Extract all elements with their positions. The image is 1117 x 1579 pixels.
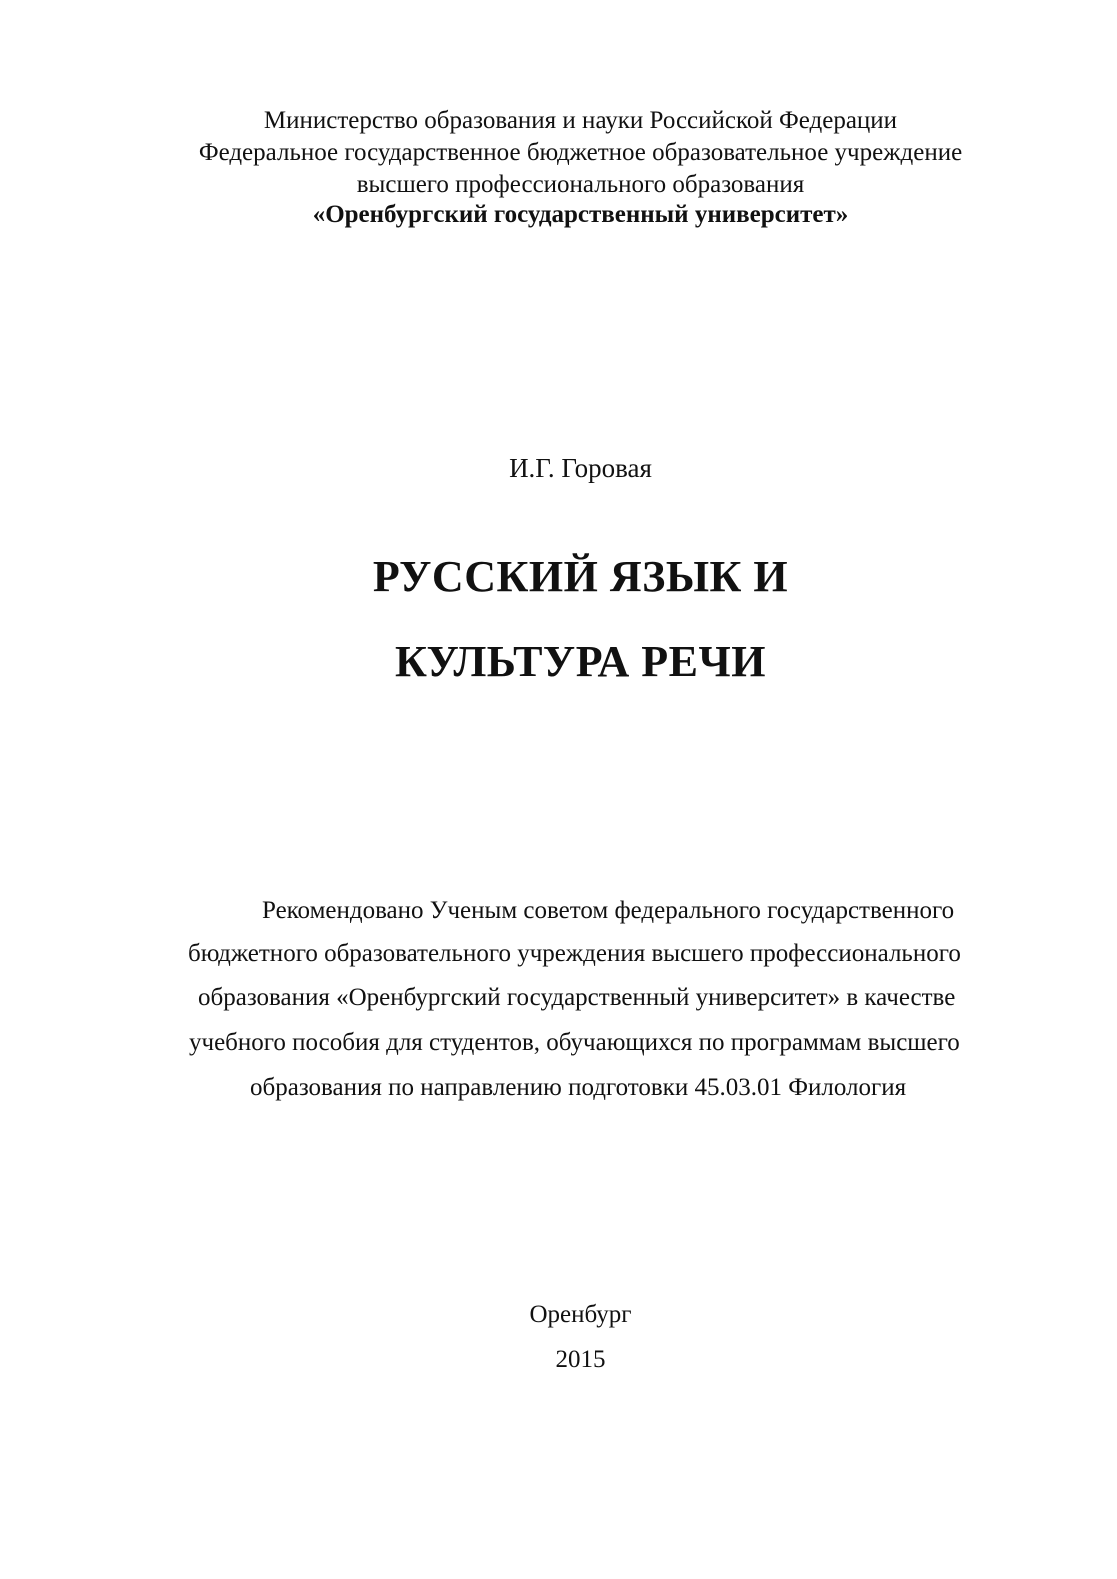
author-name: И.Г. Горовая	[509, 453, 652, 483]
recommendation-line: образования «Оренбургский государственный университет» в качестве	[198, 984, 956, 1011]
education-level-line: высшего профессионального образования	[356, 171, 805, 198]
recommendation-line: бюджетного образовательного учреждения высшего профессионального	[188, 940, 961, 967]
university-name: «Оренбургский государственный университет»	[312, 201, 849, 228]
publication-city: Оренбург	[529, 1301, 632, 1328]
recommendation-line: учебного пособия для студентов, обучающихся по программам высшего	[189, 1029, 960, 1056]
book-title-line-2: КУЛЬТУРА РЕЧИ	[395, 637, 766, 686]
institution-type-line: Федеральное государственное бюджетное образовательное учреждение	[198, 139, 963, 166]
recommendation-line: образования по направлению подготовки 45.03.01 Филология	[250, 1074, 907, 1101]
publication-year: 2015	[555, 1346, 606, 1373]
recommendation-line: Рекомендовано Ученым советом федерального государственного	[262, 897, 955, 924]
book-title-line-1: РУССКИЙ ЯЗЫК И	[372, 552, 789, 601]
ministry-line: Министерство образования и науки Российской Федерации	[263, 107, 898, 134]
